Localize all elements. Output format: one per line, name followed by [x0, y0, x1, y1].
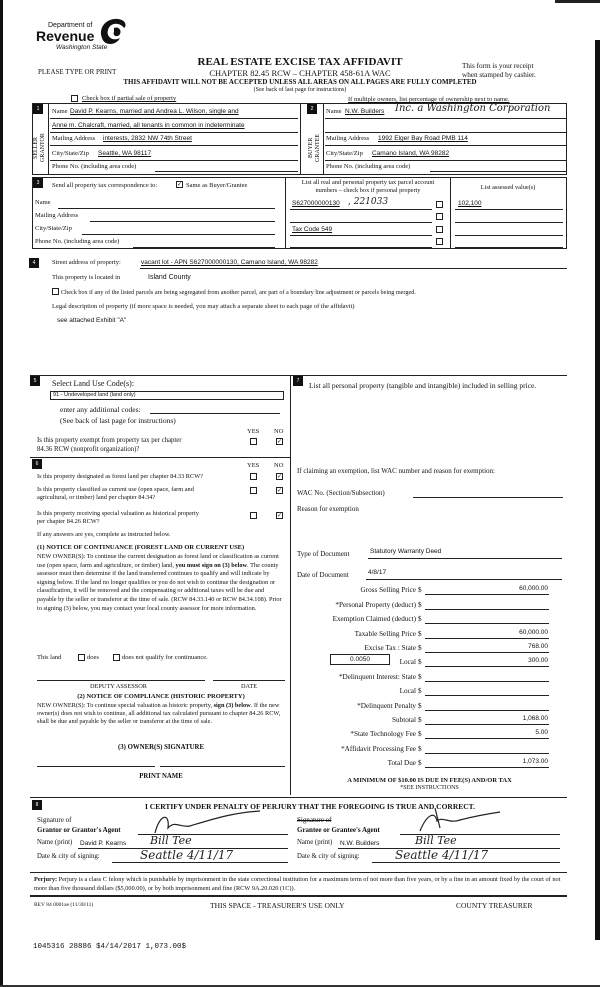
notice2-body-b: . If the new owner(s) does not wish to continue, all additional tax calculated pursuant to chapter 84.26 RCW, shall be due and payable by the seller or transferor at the time of sale.: [37, 702, 281, 725]
legal-description-label: Legal description of property (if more space is needed, you may attach a separate sheet to each page of the affidavit): [52, 303, 355, 310]
s5-yes-header: YES: [247, 428, 260, 435]
located-in-label: This property is located in: [52, 274, 121, 281]
form-title: REAL ESTATE EXCISE TAX AFFIDAVIT: [197, 56, 403, 68]
section-5-badge: 5: [30, 376, 40, 386]
calc-row-label: *State Technology Fee: [350, 730, 416, 738]
s3-mailing-field[interactable]: [90, 221, 275, 222]
notice2-title: (2) NOTICE OF COMPLIANCE (HISTORIC PROPERTY): [77, 693, 245, 700]
calc-row-dollar: $: [418, 658, 422, 666]
grantor-name-value[interactable]: David P. Kearns: [80, 840, 127, 847]
s3-phone-label: Phone No. (including area code): [35, 238, 120, 245]
s3-city-label: City/State/Zip: [35, 225, 72, 232]
calc-row-label: *Affidavit Processing Fee: [341, 745, 416, 753]
section-6-badge: 6: [32, 459, 42, 469]
parcel-handwritten: , 221033: [348, 197, 389, 207]
seller-mailing-value[interactable]: interests, 2832 NW 74th Street: [103, 135, 192, 142]
calc-row-label: Exemption Claimed (deduct): [332, 615, 416, 623]
perjury-notice: [34, 876, 564, 893]
parcel-header-2: numbers – check box if personal property: [315, 187, 421, 194]
parcel-personal-checkbox[interactable]: [436, 226, 443, 233]
doc-type-line: [368, 558, 562, 559]
calc-row-dollar: $: [418, 716, 422, 724]
form-subtitle: CHAPTER 82.45 RCW – CHAPTER 458-61A WAC: [209, 68, 391, 78]
s1-mailing-label: Mailing Address: [52, 135, 96, 142]
calc-row-value: 300.00: [528, 657, 548, 664]
exempt-yes-checkbox[interactable]: [250, 438, 257, 445]
buyer-label: [308, 128, 322, 168]
calc-row-label: Subtotal: [392, 716, 416, 724]
seller-name-line2[interactable]: Anne m. Chalcraft, married, all tenants in common in indeterminate: [52, 122, 245, 129]
calc-row-dollar: $: [418, 702, 422, 710]
parcel-assessed-value[interactable]: 102,100: [458, 200, 482, 207]
section-8-badge: 8: [32, 800, 42, 810]
s2-city-label: City/State/Zip: [326, 150, 363, 157]
notice1-body-a: NEW OWNER(S): To continue the current designation as forest land or classification as current use (open space, farm and agriculture, or timber) land,: [37, 553, 279, 569]
doc-type-label: Type of Document: [297, 550, 350, 558]
deputy-assessor-label: DEPUTY ASSESSOR: [90, 683, 147, 690]
exemption-header: If claiming an exemption, list WAC number and reason for exemption:: [297, 467, 495, 475]
doc-date-label: Date of Document: [297, 571, 349, 579]
grantor-text: GRANTOR: [40, 133, 46, 163]
segregated-label: Check box if any of the listed parcels are being segregated from another parcel, are part of a boundary line adjustment or parcels being merged.: [61, 289, 416, 296]
calc-row-label: Local: [399, 658, 416, 666]
logo-state-text: Washington State: [56, 44, 108, 51]
s3-name-field[interactable]: [58, 208, 275, 209]
calc-row-dollar: $: [418, 730, 422, 738]
assessed-header: List assessed value(s): [480, 184, 536, 191]
calc-row-field[interactable]: [425, 695, 549, 696]
wac-label: WAC No. (Section/Subsection): [297, 489, 385, 497]
s1-phone-label: Phone No. (including area code): [52, 163, 137, 170]
additional-codes-field[interactable]: [150, 413, 280, 414]
assessed-line[interactable]: [455, 222, 563, 223]
seller-text: SELLER: [33, 137, 39, 159]
multiple-owners-note: If multiple owners, list percentage of ownership next to name.: [348, 96, 510, 103]
s6-yes-checkbox[interactable]: [250, 487, 257, 494]
buyer-mailing-value[interactable]: 1992 Elger Bay Road PMB 114: [378, 135, 468, 142]
owner-signature-line-1[interactable]: [37, 766, 155, 767]
see-instructions-note: *SEE INSTRUCTIONS: [400, 785, 459, 791]
street-address-label: Street address of property:: [52, 259, 121, 266]
s5-instructions: (See back of last page for instructions): [60, 416, 176, 425]
calc-row-label: Total Due: [387, 759, 416, 767]
parcel-personal-checkbox[interactable]: [436, 213, 443, 220]
land-use-label: Select Land Use Code(s):: [52, 379, 134, 388]
treasurer-space-label: THIS SPACE - TREASURER'S USE ONLY: [210, 901, 345, 910]
calc-row-value: 60,000.00: [519, 585, 548, 592]
s2-side-divider: [323, 103, 324, 175]
s1-row-line: [50, 132, 298, 133]
notice1-title: (1) NOTICE OF CONTINUANCE (FOREST LAND OR CURRENT USE): [37, 544, 245, 551]
s2-row-line: [325, 160, 567, 161]
scan-edge-top: [555, 0, 600, 3]
please-type-label: PLEASE TYPE OR PRINT: [38, 68, 117, 76]
calc-row-dollar: $: [418, 687, 422, 695]
additional-codes-label: enter any additional codes:: [60, 405, 141, 414]
s6-yes-checkbox[interactable]: [250, 473, 257, 480]
grantee-name-value[interactable]: N.W. Builders: [340, 840, 380, 847]
does-label: does: [87, 654, 99, 661]
calc-row-field[interactable]: [425, 753, 549, 754]
grantor-date-field[interactable]: [112, 862, 288, 863]
grantor-sig-label-1: Signature of: [37, 816, 72, 824]
notice1-body-b: . The county assessor must then determine if the land transferred continues to qualify and will indicate by signing below. If the land no longer qualifies or you do not wish to continue the designation or classification, it will be removed and the compensating or additional taxes will be due and payable by the seller or transferor at the time of sale. (RCW 84.33.140 or RCW 84.34.108). Prior to signing (3) below, you may contact your local county assessor for more information.: [37, 561, 282, 612]
parcel-header-1: List all real and personal property tax parcel account: [301, 179, 435, 186]
land-use-select[interactable]: [50, 391, 284, 400]
section-4-badge: 4: [29, 258, 39, 268]
grantee-date-handwritten: Seattle 4/11/17: [395, 848, 489, 862]
s2-mailing-label: Mailing Address: [326, 135, 370, 142]
s2-phone-label: Phone No. (including area code): [326, 163, 411, 170]
assessed-line: [455, 209, 563, 210]
this-land-label: This land: [37, 654, 62, 661]
footer-divider: [30, 895, 567, 897]
notice2-body-a: NEW OWNER(S): To continue special valuation as historic property,: [37, 702, 214, 709]
s3-phone-field[interactable]: [133, 247, 275, 248]
grantor-date-handwritten: Seattle 4/11/17: [140, 848, 234, 862]
calc-row-dollar: $: [418, 759, 422, 767]
logo-revenue-text: Revenue: [36, 28, 95, 44]
section-1-badge: 1: [33, 104, 43, 114]
calc-row-field[interactable]: [425, 710, 549, 711]
perjury-top-line: [30, 872, 567, 873]
does-not-qualify-checkbox[interactable]: [113, 654, 120, 661]
calc-row-label: Excise Tax : State: [364, 644, 416, 652]
parcel-number[interactable]: Tax Code 549: [292, 226, 333, 233]
certify-statement: I CERTIFY UNDER PENALTY OF PERJURY THAT THE FOREGOING IS TRUE AND CORRECT.: [144, 802, 475, 811]
calc-row-label: Local: [399, 687, 416, 695]
s5-no-header: NO: [274, 428, 284, 435]
exempt-no-checkbox[interactable]: ✓: [277, 438, 283, 445]
calc-row-label: *Personal Property (deduct): [335, 601, 416, 609]
assessor-date-label: DATE: [241, 683, 258, 690]
personal-property-label: List all personal property (tangible and intangible) included in selling price.: [309, 381, 537, 390]
calc-row-field[interactable]: [425, 724, 549, 725]
s1-s2-divider: [300, 103, 301, 175]
s6-no-checkbox[interactable]: ✓: [277, 473, 283, 480]
s6-question-text-2: per chapter 84.26 RCW?: [37, 518, 100, 525]
calc-row-field[interactable]: [425, 594, 549, 595]
s6-yes-checkbox[interactable]: [250, 512, 257, 519]
s6-yes-header: YES: [247, 462, 260, 469]
calc-row-dollar: $: [418, 615, 422, 623]
same-as-buyer-label: Same as Buyer/Grantee: [186, 182, 248, 189]
notice2-body: [37, 702, 287, 726]
calc-row-field[interactable]: [425, 609, 549, 610]
scan-edge-left: [0, 0, 3, 987]
s6-question-text: Is this property designated as forest land per chapter 84.33 RCW?: [37, 473, 203, 480]
seller-phone-field[interactable]: [155, 171, 298, 172]
calc-row-dollar: $: [418, 586, 422, 594]
calc-row-field[interactable]: [425, 767, 549, 768]
deputy-assessor-sig-line[interactable]: [37, 680, 205, 681]
county-value[interactable]: Island County: [148, 274, 191, 281]
calc-row-dollar: $: [418, 673, 422, 681]
s8-top-line: [30, 797, 567, 798]
assessed-line[interactable]: [455, 247, 563, 248]
parcel-line: [290, 235, 432, 236]
grantee-name-handwritten: Bill Tee: [415, 834, 457, 847]
s1-row-line: [50, 160, 298, 161]
warning-banner: THIS AFFIDAVIT WILL NOT BE ACCEPTED UNLESS ALL AREAS ON ALL PAGES ARE FULLY COMPLETED: [123, 78, 477, 86]
calc-row-value: 768.00: [528, 643, 548, 650]
s3-city-field[interactable]: [82, 234, 275, 235]
grantee-name-label: Name (print): [297, 839, 333, 846]
does-qualify-checkbox[interactable]: [78, 654, 85, 661]
street-address-value[interactable]: vacant lot - APN S627000000130, Camano Island, WA 98282: [141, 259, 318, 266]
send-correspondence-label: Send all property tax correspondence to:: [52, 182, 158, 189]
logo-dept-text: Department of: [48, 22, 93, 29]
notice1-body: [37, 553, 285, 613]
calc-row-dollar: $: [418, 601, 422, 609]
calc-row-label: *Delinquent Penalty: [357, 702, 416, 710]
s3-col-divider-2: [450, 177, 451, 249]
calc-row-label: *Delinquent Interest: State: [338, 673, 416, 681]
parcel-line[interactable]: [290, 222, 432, 223]
s2-name-label: Name: [326, 108, 342, 115]
land-use-selected: 91 - Undeveloped land (land only): [53, 392, 136, 398]
perjury-bold: Perjury:: [34, 876, 58, 883]
s1-side-divider: [48, 103, 49, 175]
if-yes-note: If any answers are yes, complete as instructed below.: [37, 531, 171, 538]
grantor-sig-label-2: Grantor or Grantor's Agent: [37, 826, 121, 834]
s6-question-text-2: agricultural, or timber) land per chapter 84.34?: [37, 494, 156, 501]
s1-name-label: Name: [52, 108, 68, 115]
s1-city-label: City/State/Zip: [52, 150, 89, 157]
parcel-personal-checkbox[interactable]: [436, 201, 443, 208]
grantee-sig-label-2: Grantee or Grantee's Agent: [297, 826, 380, 834]
assessed-line[interactable]: [455, 235, 563, 236]
grantor-name-label: Name (print): [37, 839, 73, 846]
does-not-label: does not qualify for continuance.: [122, 654, 208, 661]
perjury-text: Perjury is a class C felony which is punishable by imprisonment in the state correctional institution for a maximum term of not more than five years, or by a fine in an amount fixed by the court of not more than five thousand dollars ($5,000.00), or by both imprisonment and fine (RCW 9A.20.020 (1C)).: [34, 876, 561, 892]
dor-swirl-icon: [96, 16, 128, 46]
segregated-checkbox[interactable]: [52, 288, 59, 295]
grantor-date-label: Date & city of signing:: [37, 853, 100, 860]
s3-mailing-label: Mailing Address: [35, 212, 79, 219]
s6-question-text: Is this property receiving special valuation as historical property: [37, 510, 199, 517]
legal-description-value[interactable]: see attached Exhibit "A": [57, 317, 127, 324]
s6-question-text: Is this property classified as current use (open space, farm and: [37, 486, 194, 493]
calc-row-value: 1,073.00: [522, 758, 548, 765]
grantee-signature-scribble: [415, 806, 505, 836]
exempt-question-2: 84.36 RCW (nonprofit organization)?: [37, 446, 140, 453]
owner-signature-title: (3) OWNER(S) SIGNATURE: [118, 744, 204, 751]
calc-row-value: 5.00: [535, 729, 548, 736]
s2-row-line: [325, 145, 567, 146]
partial-sale-checkbox[interactable]: [71, 95, 78, 102]
grantee-date-field[interactable]: [372, 862, 560, 863]
s1-row-line: [50, 145, 298, 146]
s6-no-checkbox[interactable]: ✓: [277, 512, 283, 519]
mid-divider: [290, 375, 291, 795]
reason-label: Reason for exemption: [297, 505, 359, 513]
section-7-badge: 7: [293, 376, 303, 386]
seller-label: [33, 128, 47, 168]
calc-row-field[interactable]: [425, 738, 549, 739]
calc-row-dollar: $: [418, 745, 422, 753]
scan-edge-right: [595, 40, 600, 940]
s6-top-line: [30, 457, 290, 458]
print-name-label: PRINT NAME: [139, 773, 183, 780]
receipt-note-2: when stamped by cashier.: [462, 71, 536, 79]
buyer-city-value[interactable]: Camano Island, WA 98282: [372, 150, 450, 157]
wac-field[interactable]: [413, 497, 563, 498]
calc-row-field[interactable]: [425, 681, 549, 682]
calc-row-field[interactable]: [425, 638, 549, 639]
grantor-name-handwritten: Bill Tee: [150, 834, 192, 847]
same-as-buyer-checkbox[interactable]: ✓: [177, 181, 183, 188]
parcel-number[interactable]: S627000000130: [292, 200, 340, 207]
calc-row-dollar: $: [418, 630, 422, 638]
parcel-personal-checkbox[interactable]: [436, 238, 443, 245]
street-address-line: [140, 268, 567, 269]
doc-date-line: [366, 579, 562, 580]
form-revision: REV 84 0001ae (11/30/11): [34, 902, 94, 908]
exempt-question-1: Is this property exempt from property tax per chapter: [37, 437, 182, 444]
calc-row-dollar: $: [418, 644, 422, 652]
s2-row-line: [325, 132, 567, 133]
grantee-sig-label-1: Signature of: [297, 816, 332, 824]
calc-row-field[interactable]: [425, 652, 549, 653]
owner-signature-line-2[interactable]: [160, 766, 285, 767]
grantee-text: GRANTEE: [315, 134, 321, 162]
seller-city-value[interactable]: Seattle, WA 98117: [98, 150, 152, 157]
assessor-date-line[interactable]: [213, 680, 285, 681]
parcel-line[interactable]: [290, 247, 432, 248]
notice2-body-bold: sign (3) below: [213, 702, 251, 709]
calc-row-value: 1,068.00: [522, 715, 548, 722]
calc-row-label: Taxable Selling Price: [354, 630, 416, 638]
section-3-badge: 3: [33, 178, 43, 188]
partial-sale-label: Check box if partial sale of property: [82, 95, 177, 102]
section-2-badge: 2: [307, 104, 317, 114]
calc-row-field[interactable]: [425, 623, 549, 624]
s1-row-line: [50, 118, 298, 119]
seller-name-line1[interactable]: David P. Kearns, married and Andrea L. Wilson, single and: [70, 108, 239, 115]
calc-row-value: 60,000.00: [519, 629, 548, 636]
dor-logo: [28, 16, 138, 56]
calc-row-field[interactable]: [425, 666, 549, 667]
grantee-date-label: Date & city of signing:: [297, 853, 360, 860]
receipt-note-1: This form is your receipt: [462, 62, 534, 70]
buyer-name-handwritten: Inc. a Washington Corporation: [395, 103, 551, 114]
doc-type-value[interactable]: Statutory Warranty Deed: [370, 548, 442, 555]
s6-no-checkbox[interactable]: ✓: [277, 487, 283, 494]
s2-row-line: [325, 118, 567, 119]
instructions-note: (See back of last page for instructions): [253, 87, 347, 93]
s6-no-header: NO: [274, 462, 284, 469]
cashier-stamp: 1045316 28886 $4/14/2017 1,073.00$: [33, 943, 187, 951]
notice1-body-bold: you must sign on (3) below: [175, 561, 248, 569]
calc-row-label: Gross Selling Price: [360, 586, 416, 594]
minimum-note: A MINIMUM OF $10.00 IS DUE IN FEE(S) AND/OR TAX: [347, 777, 512, 784]
local-rate-value: 0.0050: [350, 656, 370, 663]
s3-name-label: Name: [35, 199, 51, 206]
county-treasurer-label: COUNTY TREASURER: [456, 901, 533, 910]
buyer-phone-field[interactable]: [430, 171, 567, 172]
buyer-name-value[interactable]: N.W. Builders: [345, 108, 385, 115]
doc-date-value[interactable]: 4/8/17: [368, 569, 387, 576]
s3-col-divider-1: [285, 177, 286, 249]
buyer-text: BUYER: [308, 137, 314, 159]
parcel-line: [290, 209, 432, 210]
